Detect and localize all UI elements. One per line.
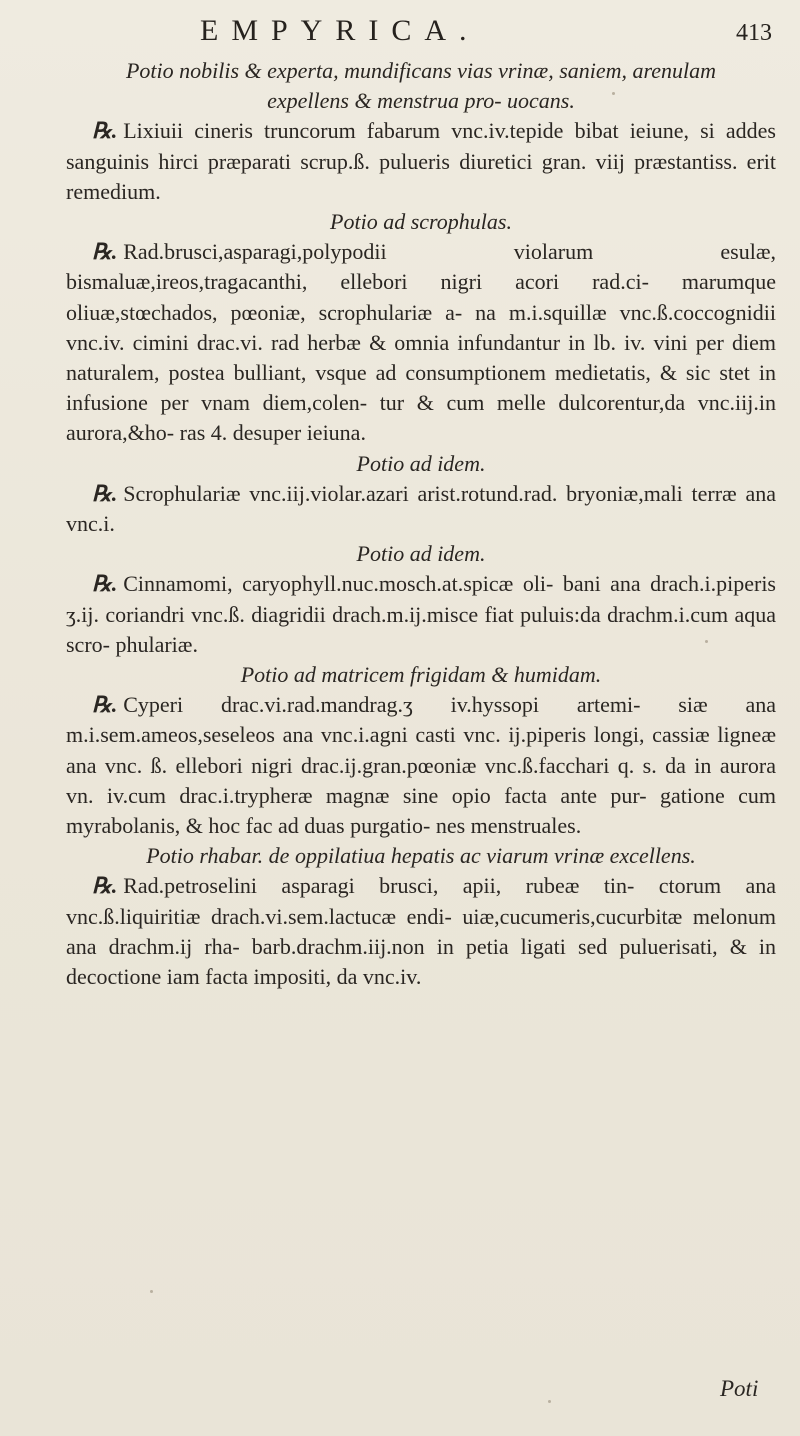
recipe-symbol-icon: ℞. [92,692,118,718]
recipe-symbol-icon: ℞. [92,480,118,506]
recipe-symbol-icon: ℞. [92,118,118,144]
recipe-text-6: Rad.petroselini asparagi brusci, apii, rubeæ tin- ctorum ana vnc.ß.liquiritiæ drach.vi.sem.lactucæ endi- uiæ,cucumeris,cucurbitæ melonum ana drachm.ij rha- barb.drachm.iij.non in petia ligati sed puluerisati, & in decoctione iam facta impositi, da vnc.iv. [66,873,776,990]
page-header [0,8,800,58]
recipe-body-2 [66,237,776,448]
recipe-symbol-icon: ℞. [92,571,118,597]
recipe-heading-2: Potio ad scrophulas. [330,209,512,235]
recipe-symbol-icon: ℞. [92,873,118,899]
paper-speck [150,1290,153,1293]
recipe-text-3: Scrophulariæ vnc.iij.violar.azari arist.rotund.rad. bryoniæ,mali terræ ana vnc.i. [66,480,776,537]
recipe-body-3 [66,479,776,539]
recipe-text-1: Lixiuii cineris truncorum fabarum vnc.iv.tepide bibat ieiune, si addes sanguinis hirci præparati scrup.ß. pulueris diuretici gran. viij præstantiss. erit remedium. [66,118,776,204]
recipe-body-1 [66,116,776,207]
paper-speck [612,92,615,95]
catchword: Poti [720,1376,759,1401]
paper-speck [548,1400,551,1403]
recipe-heading-6: Potio rhabar. de oppilatiua hepatis ac viarum vrinæ excellens. [146,843,696,869]
recipe-text-4: Cinnamomi, caryophyll.nuc.mosch.at.spicæ oli- bani ana drach.i.piperis ʒ.ij. coriandri vnc.ß. diagridii drach.m.ij.misce fiat puluis:da drachm.i.cum aqua scro- phulariæ. [66,571,776,657]
recipe-text-2: Rad.brusci,asparagi,polypodii violarum esulæ, bismaluæ,ireos,tragacanthi, ellebori nigri acori rad.ci- marumque oliuæ,stœchados, pœoniæ, scrophulariæ a- na m.i.squillæ vnc.ß.coccognidii vnc.iv. cimini drac.vi. rad herbæ & omnia infundantur in lb. iv. vini per diem naturalem, postea bulliant, vsque ad consumptionem medietatis, & sic stet in infusione per vnam diem,colen- tur & cum melle dulcorentur,da vnc.iij.in aurora,&ho- ras 4. desuper ieiuna. [66,239,776,446]
recipe-body-5 [66,690,776,841]
page-number: 413 [736,20,772,46]
paper-speck [705,640,708,643]
recipe-body-4 [66,569,776,660]
recipe-body-6 [66,871,776,992]
recipe-symbol-icon: ℞. [92,239,118,265]
recipe-heading-4: Potio ad idem. [356,541,486,567]
running-head: EMPYRICA. [200,14,480,47]
recipe-text-5: Cyperi drac.vi.rad.mandrag.ʒ iv.hyssopi artemi- siæ ana m.i.sem.ameos,seseleos ana vnc.i.agni casti vnc. ij.piperis longi, cassiæ ligneæ ana vnc. ß. ellebori nigri drac.ij.gran.pœoniæ vnc.ß.facchari q. s. da in aurora vn. iv.cum drac.i.trypheræ magnæ sine opio facta ante pur- gatione cum myrabolanis, & hoc fac ad duas purgatio- nes menstruales. [66,692,776,839]
recipe-heading-5: Potio ad matricem frigidam & humidam. [240,662,602,688]
recipe-heading-3: Potio ad idem. [356,450,486,476]
text-block [66,56,776,992]
recipe-heading-1: Potio nobilis & experta, mundificans vias vrinæ, saniem, arenulam expellens & menstrua pro- uocans. [125,58,717,114]
